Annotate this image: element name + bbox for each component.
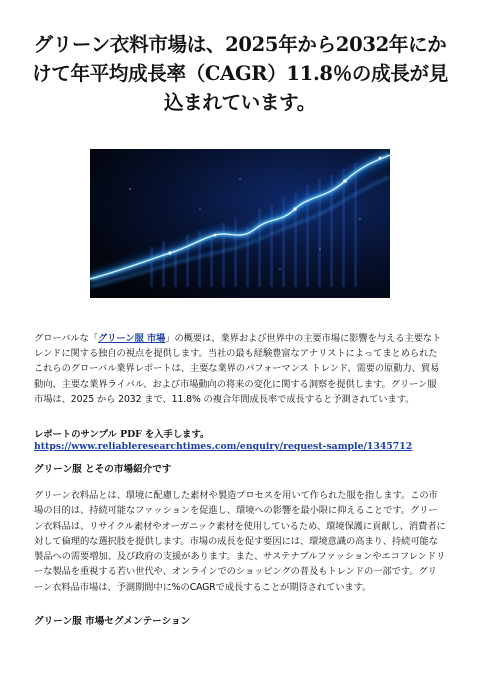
intro-paragraph — [34, 331, 446, 407]
growth-chart-image — [90, 149, 390, 298]
intro-prefix: グローバルな「 — [34, 333, 98, 344]
overview-paragraph: グリーン衣料品とは、環境に配慮した素材や製造プロセスを用いて作られた服を指します。この市場の目的は、持続可能なファッションを促進し、環境への影響を最小限に抑えることです。グリーン衣料品は、リサイクル素材やオーガニック素材を使用しているため、環境保護に貢献し、消費者に対して倫理的な選択肢を提供します。市場の成長を促す要因には、環境意識の高まり、持続可能な製品への需要増加、及び政府の支援があります。また、サステナブルファッションやエコフレンドリーな製品を重視する若い世代や、オンラインでのショッピングの普及もトレンドの一部です。グリーン衣料品市場は、予測期間中に%のCAGRで成長することが期待されています。 — [34, 490, 446, 593]
segmentation-heading: グリーン服 市場セグメンテーション — [34, 616, 191, 627]
sample-label: レポートのサンプル PDF を入手します。 — [34, 429, 210, 440]
sample-url-link[interactable]: https://www.reliableresearchtimes.com/enquiry/request-sample/1345712 — [34, 441, 413, 453]
sample-request — [34, 429, 446, 454]
intro-suffix: 」の概要は、業界および世界中の主要市場に影響を与える主要なトレンドに関する独自の視点を提供します。当社の最も経験豊富なアナリストによってまとめられたこれらのグローバル業界レポートは、主要な業界のパフォーマンス トレンド、需要の原動力、貿易動向、主要な業界ライバル、および市場動向の将来の変化に関する洞察を提供します。グリーン服 市場は、2025 から 2032 まで、11.8% の複合年間成長率で成長すると予測されています。 — [34, 333, 442, 405]
keyword-link[interactable]: グリーン服 市場 — [97, 333, 166, 344]
overview-heading: グリーン服 とその市場紹介です — [34, 464, 172, 475]
page-title: グリーン衣料市場は、2025年から2032年にかけて年平均成長率（CAGR）11.8％の成長が見込まれています。 — [32, 33, 448, 114]
